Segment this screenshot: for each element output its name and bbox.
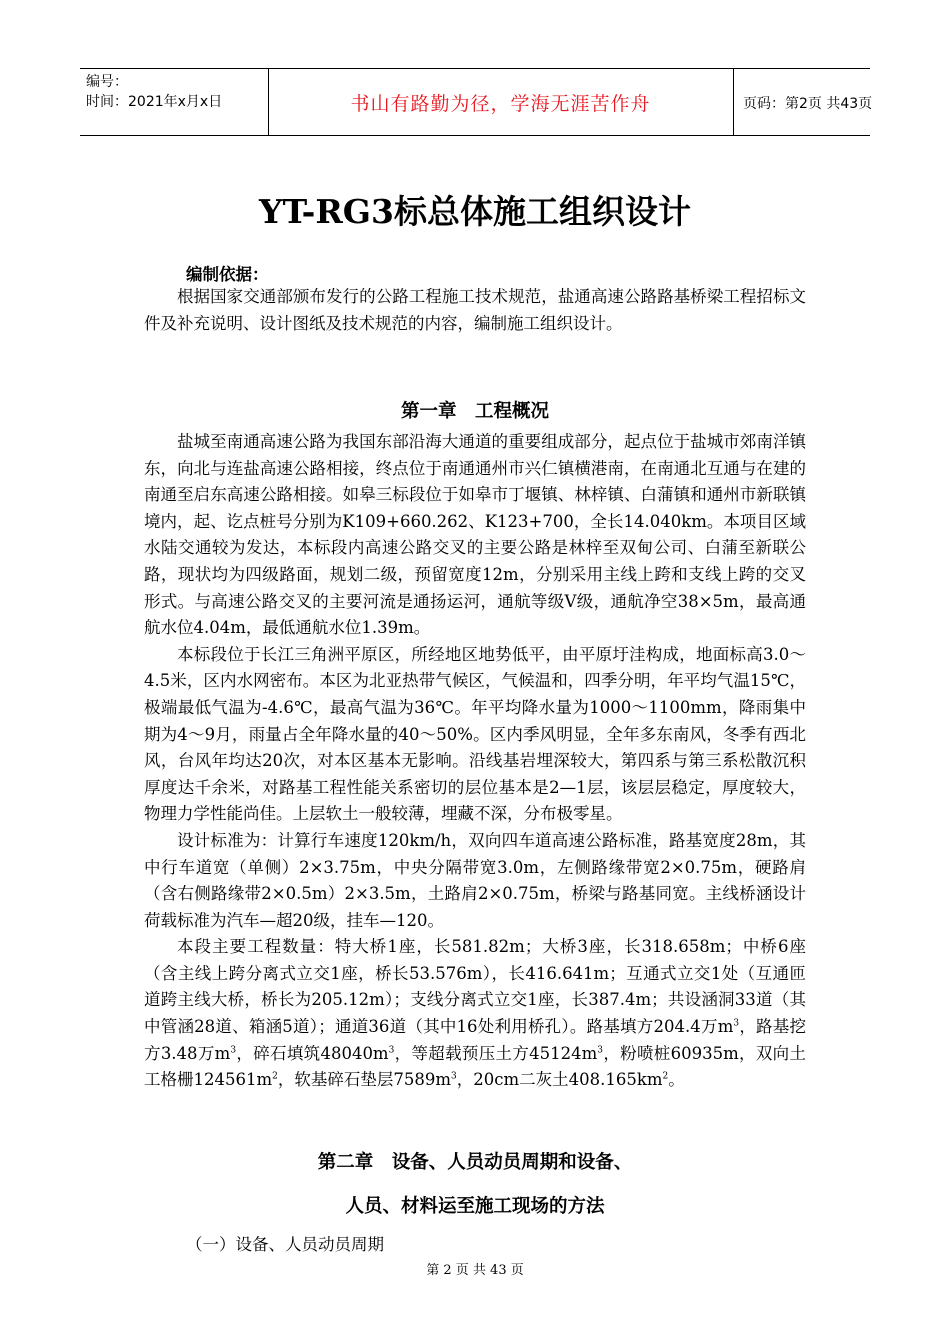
basis-label: 编制依据： [186, 265, 269, 284]
document-title: YT-RG3标总体施工组织设计 [259, 192, 691, 231]
doc-date-label: 时间：2021年x月x日 [86, 94, 223, 110]
paragraph: 盐城至南通高速公路为我国东部沿海大通道的重要组成部分，起点位于盐城市郊南洋镇东，向北与连盐高速公路相接，终点位于南通通州市兴仁镇横港南，在南通北互通与在建的南通至启东高速公路相接。如皋三标段位于如皋市丁堰镇、林梓镇、白蒲镇和通州市新联镇境内，起、讫点桩号分别为K109+660.262、K123+700，全长14.040km。本项目区域水陆交通较为发达，本标段内高速公路交叉的主要公路是林梓至双甸公司、白蒲至新联公路，现状均为四级路面，规划二级，预留宽度12m，分别采用主线上跨和支线上跨的交叉形式。与高速公路交叉的主要河流是通扬运河，通航等级Ⅴ级，通航净空38×5m，最高通航水位4.04m，最低通航水位1.39m。 [144, 432, 806, 638]
chapter-2-heading-line2: 人员、材料运至施工现场的方法 [345, 1196, 605, 1217]
page-header [80, 68, 873, 136]
page-footer: 第 2 页 共 43 页 [426, 1263, 524, 1278]
paragraph: 本标段位于长江三角洲平原区，所经地区地势低平，由平原圩洼构成，地面标高3.0～4.5米，区内水网密布。本区为北亚热带气候区，气候温和，四季分明，年平均气温15℃，极端最低气温为-4.6℃，最高气温为36℃。年平均降水量为1000～1100mm，降雨集中期为4～9月，雨量占全年降水量的40～50%。区内季风明显，全年多东南风，冬季有西北风，台风年均达20次，对本区基本无影响。沿线基岩埋深较大，第四系与第三系松散沉积厚度达千余米，对路基工程性能关系密切的层位基本是2—1层，该层层稳定，厚度较大，物理力学性能尚佳。上层软土一般较薄，埋藏不深，分布极零星。 [144, 644, 806, 824]
header-page-cell [733, 69, 873, 135]
basis-paragraph: 根据国家交通部颁布发行的公路工程施工技术规范，盐通高速公路路基桥梁工程招标文件及补充说明、设计图纸及技术规范的内容，编制施工组织设计。 [144, 287, 806, 333]
doc-code-label: 编号： [86, 74, 128, 90]
chapter-2-heading-line1: 第二章 设备、人员动员周期和设备、 [317, 1152, 633, 1173]
header-meta [80, 69, 269, 135]
header-motto: 书山有路勤为径，学海无涯苦作舟 [350, 93, 651, 115]
paragraph: 设计标准为：计算行车速度120km/h，双向四车道高速公路标准，路基宽度28m，其中行车道宽（单侧）2×3.75m，中央分隔带宽3.0m，左侧路缘带宽2×0.75m，硬路肩（含右侧路缘带2×0.5m）2×3.5m，土路肩2×0.75m，桥梁与路基同宽。主线桥涵设计荷载标准为汽车—超20级，挂车—120。 [144, 830, 806, 930]
section-heading: （一）设备、人员动员周期 [186, 1235, 384, 1254]
chapter-1-heading: 第一章 工程概况 [400, 401, 549, 422]
chapter-1-body [144, 429, 806, 1094]
header-motto-cell [268, 69, 734, 135]
header-page-info: 页码：第2页 共43页 [743, 96, 873, 112]
paragraph: 本段主要工程数量：特大桥1座，长581.82m；大桥3座，长318.658m；中桥6座（含主线上跨分离式立交1座，桥长53.576m），长416.641m；互通式立交1处（互通匝道跨主线大桥，桥长为205.12m）；支线分离式立交1座，长387.4m；共设涵洞33道（其中管涵28道、箱涵5道）；通道36道（其中16处利用桥孔）。路基填方204.4万$m^3$，路基挖方3.48万$m^3$，碎石填筑$48040m^3$，等超载预压土方$45124m^3$，粉喷桩60935m，双向土工格栅$124561m^2$，软基碎石垫层$7589m^3$，20cm二灰土$408.165km^2$。 [144, 937, 807, 1090]
